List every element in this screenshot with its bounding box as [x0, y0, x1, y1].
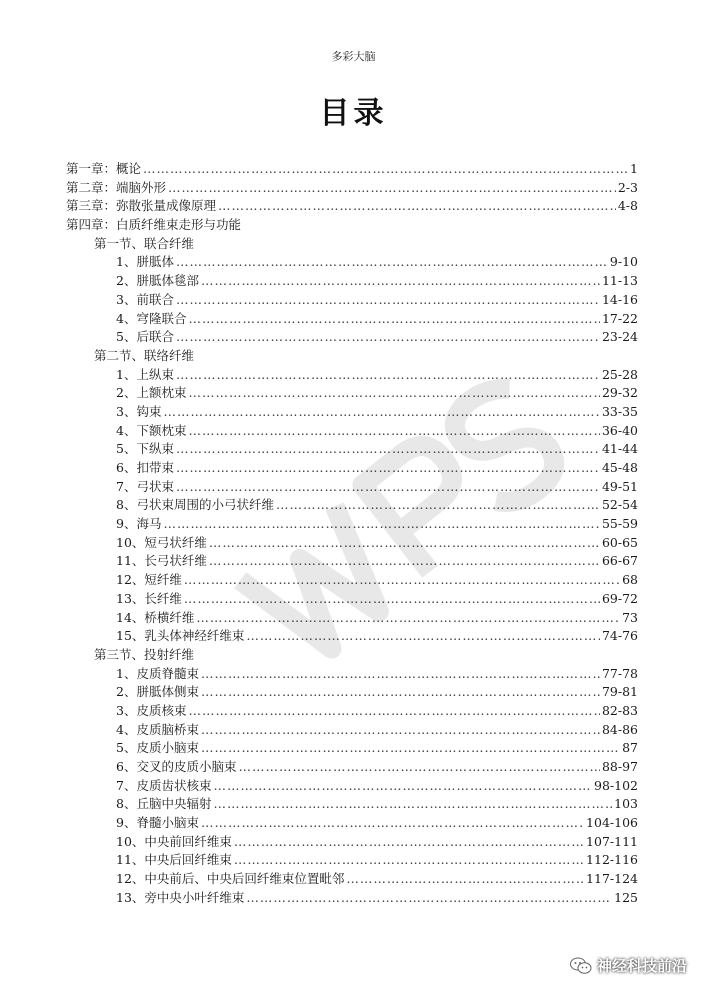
toc-entry	[66, 347, 638, 366]
toc-entry	[66, 459, 638, 478]
toc-entry-label: 15、乳头体神经纤维束	[116, 628, 245, 644]
toc-entry-label: 1、皮质脊髓束	[116, 665, 199, 681]
toc-entry	[66, 179, 638, 198]
dot-leader	[184, 571, 620, 590]
toc-entry-label: 7、弓状束	[116, 478, 174, 494]
toc-entry	[66, 272, 638, 291]
dot-leader	[234, 833, 584, 852]
table-of-contents	[66, 160, 638, 908]
toc-entry-label: 第一节、联合纤维	[94, 235, 195, 251]
dot-leader	[163, 515, 600, 534]
dot-leader	[276, 496, 600, 515]
toc-entry-label: 4、下额枕束	[116, 422, 187, 438]
toc-entry-page: 87	[622, 740, 638, 756]
page-title: 目录	[319, 96, 388, 131]
toc-entry	[66, 216, 638, 235]
dot-leader	[201, 814, 584, 833]
toc-entry-label: 10、短弓状纤维	[116, 534, 207, 550]
dot-leader	[213, 795, 612, 814]
dot-leader	[213, 777, 592, 796]
dot-leader	[196, 609, 620, 628]
toc-entry-page: 125	[614, 889, 638, 905]
toc-entry	[66, 160, 638, 179]
toc-entry	[66, 590, 638, 609]
toc-entry	[66, 197, 638, 216]
toc-entry-label: 第三节、投射纤维	[94, 646, 195, 662]
toc-entry	[66, 609, 638, 628]
toc-entry	[66, 440, 638, 459]
toc-entry-page: 98-102	[594, 777, 638, 793]
toc-entry	[66, 328, 638, 347]
toc-entry-label: 第一章：概论	[66, 161, 142, 176]
toc-entry	[66, 833, 638, 852]
toc-entry-label: 第二节、联络纤维	[94, 347, 195, 363]
toc-entry-page: 103	[614, 796, 638, 812]
toc-entry-page: 84-86	[601, 721, 638, 737]
toc-entry-page: 49-51	[601, 478, 638, 494]
toc-entry-page: 66-67	[601, 553, 638, 569]
toc-entry-page: 36-40	[601, 422, 638, 438]
toc-entry	[66, 515, 638, 534]
toc-entry-page: 25-28	[601, 366, 638, 382]
toc-entry	[66, 739, 638, 758]
dot-leader	[176, 253, 608, 272]
dot-leader	[176, 440, 600, 459]
toc-entry-label: 第三章：弥散张量成像原理	[66, 198, 217, 214]
toc-entry	[66, 403, 638, 422]
toc-entry-page: 9-10	[609, 254, 638, 270]
toc-entry	[66, 777, 638, 796]
toc-entry-page: 60-65	[601, 534, 638, 550]
toc-entry-page: 82-83	[601, 702, 638, 718]
dot-leader	[163, 403, 600, 422]
toc-entry	[66, 291, 638, 310]
dot-leader	[209, 552, 600, 571]
toc-entry-label: 13、长纤维	[116, 590, 182, 606]
toc-entry-label: 12、短纤维	[116, 572, 182, 588]
toc-entry-page: 45-48	[601, 460, 638, 475]
toc-entry-page: 69-72	[601, 590, 638, 606]
toc-entry-page: 112-116	[586, 852, 638, 868]
toc-entry	[66, 253, 638, 272]
toc-entry-page: 4-8	[617, 198, 638, 214]
toc-entry	[66, 422, 638, 441]
dot-leader	[201, 721, 600, 740]
page-header: 多彩大脑	[331, 50, 376, 63]
toc-entry-page: 23-24	[601, 329, 638, 345]
dot-leader	[209, 534, 600, 553]
dot-leader	[176, 459, 600, 478]
toc-entry-page: 17-22	[601, 310, 638, 326]
toc-entry-label: 2、胼胝体侧束	[116, 684, 199, 700]
dot-leader	[168, 179, 616, 198]
brand-name: 神经科技前沿	[596, 957, 687, 975]
toc-entry-page: 1	[630, 161, 638, 176]
dot-leader	[176, 328, 600, 347]
toc-entry-label: 1、胼胝体	[116, 254, 174, 270]
toc-entry	[66, 384, 638, 403]
toc-entry	[66, 478, 638, 497]
toc-entry	[66, 683, 638, 702]
toc-entry-label: 8、丘脑中央辐射	[116, 796, 212, 812]
toc-entry	[66, 758, 638, 777]
dot-leader	[188, 310, 600, 329]
toc-entry-label: 12、中央前后、中央后回纤维束位置毗邻	[116, 871, 345, 887]
toc-entry-page: 14-16	[601, 291, 638, 307]
toc-entry-page: 77-78	[601, 665, 638, 681]
toc-entry	[66, 552, 638, 571]
toc-entry	[66, 814, 638, 833]
dot-leader	[246, 627, 600, 646]
dot-leader	[201, 272, 600, 291]
toc-entry-label: 6、扣带束	[116, 460, 174, 475]
dot-leader	[234, 851, 584, 870]
toc-entry-label: 第四章：白质纤维束走形与功能	[66, 217, 242, 233]
toc-entry-page: 29-32	[601, 385, 638, 401]
brand-watermark	[570, 955, 687, 976]
toc-entry	[66, 235, 638, 254]
toc-entry-label: 10、中央前回纤维束	[116, 833, 232, 849]
dot-leader	[346, 870, 584, 889]
toc-entry-label: 6、交叉的皮质小脑束	[116, 759, 237, 774]
toc-entry-page: 104-106	[586, 815, 638, 831]
dot-leader	[246, 889, 612, 908]
toc-entry-label: 5、皮质小脑束	[116, 740, 199, 756]
toc-entry	[66, 721, 638, 740]
dot-leader	[201, 665, 600, 684]
dot-leader	[176, 291, 600, 310]
toc-entry-page: 2-3	[617, 179, 638, 195]
toc-entry	[66, 310, 638, 329]
toc-entry-page: 79-81	[601, 684, 638, 700]
toc-entry-label: 5、后联合	[116, 329, 174, 345]
dot-leader	[176, 478, 600, 497]
toc-entry	[66, 627, 638, 646]
toc-entry-page: 41-44	[601, 441, 638, 457]
toc-entry-label: 7、皮质齿状核束	[116, 777, 212, 793]
toc-entry-label: 第二章：端脑外形	[66, 179, 167, 195]
toc-entry-label: 9、海马	[116, 516, 162, 532]
toc-entry-label: 11、长弓状纤维	[116, 553, 207, 569]
toc-entry-label: 3、钩束	[116, 403, 162, 419]
toc-entry	[66, 795, 638, 814]
toc-entry-page: 88-97	[601, 759, 638, 774]
toc-entry-page: 33-35	[601, 403, 638, 419]
dot-leader	[218, 197, 616, 216]
toc-entry-page: 11-13	[601, 273, 638, 289]
toc-entry	[66, 496, 638, 515]
dot-leader	[201, 683, 600, 702]
toc-entry	[66, 571, 638, 590]
toc-entry-label: 13、旁中央小叶纤维束	[116, 889, 245, 905]
toc-entry-page: 73	[622, 609, 638, 625]
toc-entry	[66, 851, 638, 870]
toc-entry-label: 2、胼胝体毯部	[116, 273, 199, 289]
toc-entry-label: 3、皮质核束	[116, 702, 187, 718]
dot-leader	[188, 702, 600, 721]
dot-leader	[188, 422, 600, 441]
toc-entry	[66, 534, 638, 553]
toc-entry-page: 68	[622, 572, 638, 588]
toc-entry-page: 74-76	[601, 628, 638, 644]
toc-entry-label: 3、前联合	[116, 291, 174, 307]
toc-entry-label: 5、下纵束	[116, 441, 174, 457]
toc-entry-page: 55-59	[601, 516, 638, 532]
dot-leader	[238, 758, 599, 777]
wechat-icon	[570, 957, 592, 975]
toc-entry	[66, 366, 638, 385]
toc-entry-label: 8、弓状束周围的小弓状纤维	[116, 497, 274, 513]
toc-entry-label: 1、上纵束	[116, 366, 174, 382]
toc-entry-label: 4、穹隆联合	[116, 310, 187, 326]
dot-leader	[201, 739, 620, 758]
toc-entry	[66, 702, 638, 721]
toc-entry-page: 117-124	[586, 871, 638, 887]
dot-leader	[143, 160, 628, 179]
toc-entry	[66, 889, 638, 908]
toc-entry-label: 2、上额枕束	[116, 385, 187, 401]
dot-leader	[176, 366, 600, 385]
toc-entry-page: 107-111	[586, 833, 638, 849]
toc-entry	[66, 870, 638, 889]
dot-leader	[184, 590, 600, 609]
toc-entry	[66, 646, 638, 665]
toc-entry-label: 11、中央后回纤维束	[116, 852, 232, 868]
dot-leader	[188, 384, 600, 403]
toc-entry	[66, 665, 638, 684]
toc-entry-label: 4、皮质脑桥束	[116, 721, 199, 737]
toc-entry-label: 14、桥横纤维	[116, 609, 195, 625]
toc-entry-page: 52-54	[601, 497, 638, 513]
toc-entry-label: 9、脊髓小脑束	[116, 815, 199, 831]
